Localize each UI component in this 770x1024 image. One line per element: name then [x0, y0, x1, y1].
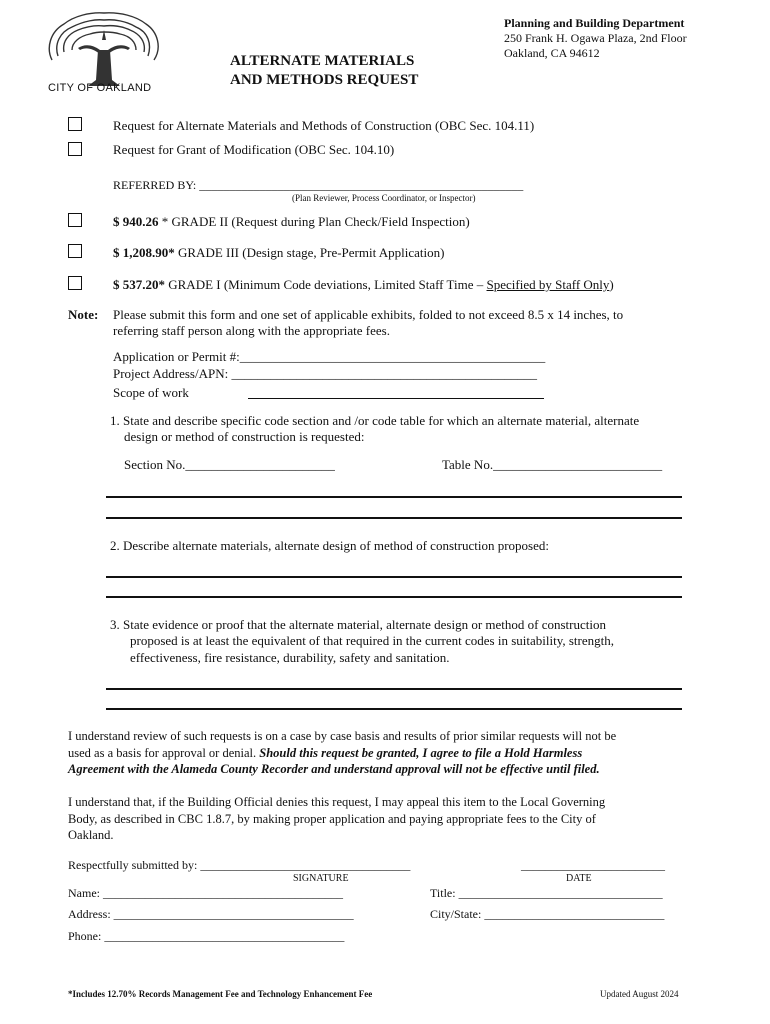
q2-line1: 2. Describe alternate materials, alternate design of method of construction proposed: [110, 538, 549, 553]
grade3-checkbox[interactable] [68, 244, 82, 258]
q3-answer-line1[interactable] [106, 688, 682, 690]
understand-paragraph2 [68, 794, 605, 844]
city-state-field[interactable]: City/State: ______________________________ [430, 907, 665, 921]
project-address-field[interactable]: Project Address/APN: _______________________________________________ [113, 366, 537, 381]
department-name: Planning and Building Department [504, 16, 685, 30]
referred-by-field[interactable]: REFERRED BY: ______________________________________________________ [113, 178, 524, 192]
grade1-end: ) [609, 277, 614, 292]
alt-materials-checkbox[interactable] [68, 117, 82, 131]
alt-materials-label: Request for Alternate Materials and Methods of Construction (OBC Sec. 104.11) [113, 118, 535, 133]
q2-answer-line1[interactable] [106, 576, 682, 578]
grade3-price: $ 1,208.90* [113, 245, 175, 260]
date-field[interactable]: ________________________ [521, 858, 665, 872]
modification-checkbox[interactable] [68, 142, 82, 156]
scope-of-work-label: Scope of work [113, 385, 189, 400]
grade3-text: GRADE III (Design stage, Pre-Permit Application) [174, 245, 445, 260]
city-label: CITY OF OAKLAND [48, 82, 152, 94]
department-address-line2: Oakland, CA 94612 [504, 46, 600, 60]
grade1-checkbox[interactable] [68, 276, 82, 290]
grade2-label [113, 214, 470, 230]
permit-field[interactable]: Application or Permit #:_______________________________________________ [113, 349, 546, 364]
date-label: DATE [566, 873, 592, 884]
note-label: Note: [68, 307, 99, 322]
form-title-line2: AND METHODS REQUEST [230, 72, 419, 88]
grade2-text: * GRADE II (Request during Plan Check/Field Inspection) [158, 214, 470, 229]
name-field[interactable]: Name: ________________________________________ [68, 886, 343, 900]
q1-answer-line1[interactable] [106, 496, 682, 498]
understand2-line3: Oakland. [68, 828, 114, 842]
fee-footnote: *Includes 12.70% Records Management Fee and Technology Enhancement Fee [68, 989, 373, 999]
understand2-line2: Body, as described in CBC 1.8.7, by making proper application and paying appropriate fees to the City of [68, 811, 596, 826]
note-line2: referring staff person along with the appropriate fees. [113, 323, 390, 338]
q3-line1: 3. State evidence or proof that the alternate material, alternate design or method of construction [110, 617, 606, 632]
department-address [504, 16, 687, 61]
form-title [230, 52, 418, 90]
grade1-text: GRADE I (Minimum Code deviations, Limited Staff Time – [165, 277, 487, 292]
q2-answer-line2[interactable] [106, 596, 682, 598]
oak-tree-icon [44, 10, 164, 88]
q3-line3: effectiveness, fire resistance, durability, safety and sanitation. [130, 650, 450, 665]
grade1-price: $ 537.20* [113, 277, 165, 292]
grade2-checkbox[interactable] [68, 213, 82, 227]
grade1-underlined: Specified by Staff Only [486, 277, 610, 292]
title-field[interactable]: Title: __________________________________ [430, 886, 663, 900]
phone-field[interactable]: Phone: ________________________________________ [68, 929, 345, 943]
table-no-field[interactable]: Table No.__________________________ [442, 457, 663, 472]
q1-line1: 1. State and describe specific code section and /or code table for which an alternate material, alternate [110, 413, 640, 428]
understand1-line2 [68, 745, 616, 762]
q1-line2: design or method of construction is requested: [124, 429, 365, 444]
understand1-line3: Agreement with the Alameda County Recorder and understand approval will not be effective until filed. [68, 762, 600, 776]
grade1-label [113, 277, 614, 293]
understand1-line1: I understand review of such requests is on a case by case basis and results of prior similar requests will not be [68, 729, 617, 743]
q3-line2: proposed is at least the equivalent of that required in the current codes in suitability, strength, [130, 633, 614, 648]
scope-of-work-line[interactable] [248, 398, 544, 399]
understand2-line1: I understand that, if the Building Official denies this request, I may appeal this item to the Local Governing [68, 795, 606, 809]
address-field[interactable]: Address: ________________________________________ [68, 907, 354, 921]
grade3-label [113, 245, 444, 261]
section-no-field[interactable]: Section No._______________________ [124, 457, 335, 472]
signature-field[interactable]: Respectfully submitted by: ___________________________________ [68, 858, 411, 872]
note-line1: Please submit this form and one set of applicable exhibits, folded to not exceed 8.5 x 14 inches, to [113, 307, 624, 322]
understand1-line2-bold: Should this request be granted, I agree to file a Hold Harmless [259, 745, 583, 760]
q3-answer-line2[interactable] [106, 708, 682, 710]
department-address-line1: 250 Frank H. Ogawa Plaza, 2nd Floor [504, 31, 687, 45]
updated-date: Updated August 2024 [600, 989, 679, 999]
q1-answer-line2[interactable] [106, 517, 682, 519]
grade2-price: $ 940.26 [113, 214, 159, 229]
form-title-line1: ALTERNATE MATERIALS [230, 53, 415, 69]
understand-paragraph1 [68, 728, 616, 778]
modification-label: Request for Grant of Modification (OBC Sec. 104.10) [113, 142, 395, 157]
signature-label: SIGNATURE [293, 873, 349, 884]
understand1-line2-plain: used as a basis for approval or denial. [68, 745, 260, 760]
referred-by-hint: (Plan Reviewer, Process Coordinator, or Inspector) [292, 193, 476, 203]
